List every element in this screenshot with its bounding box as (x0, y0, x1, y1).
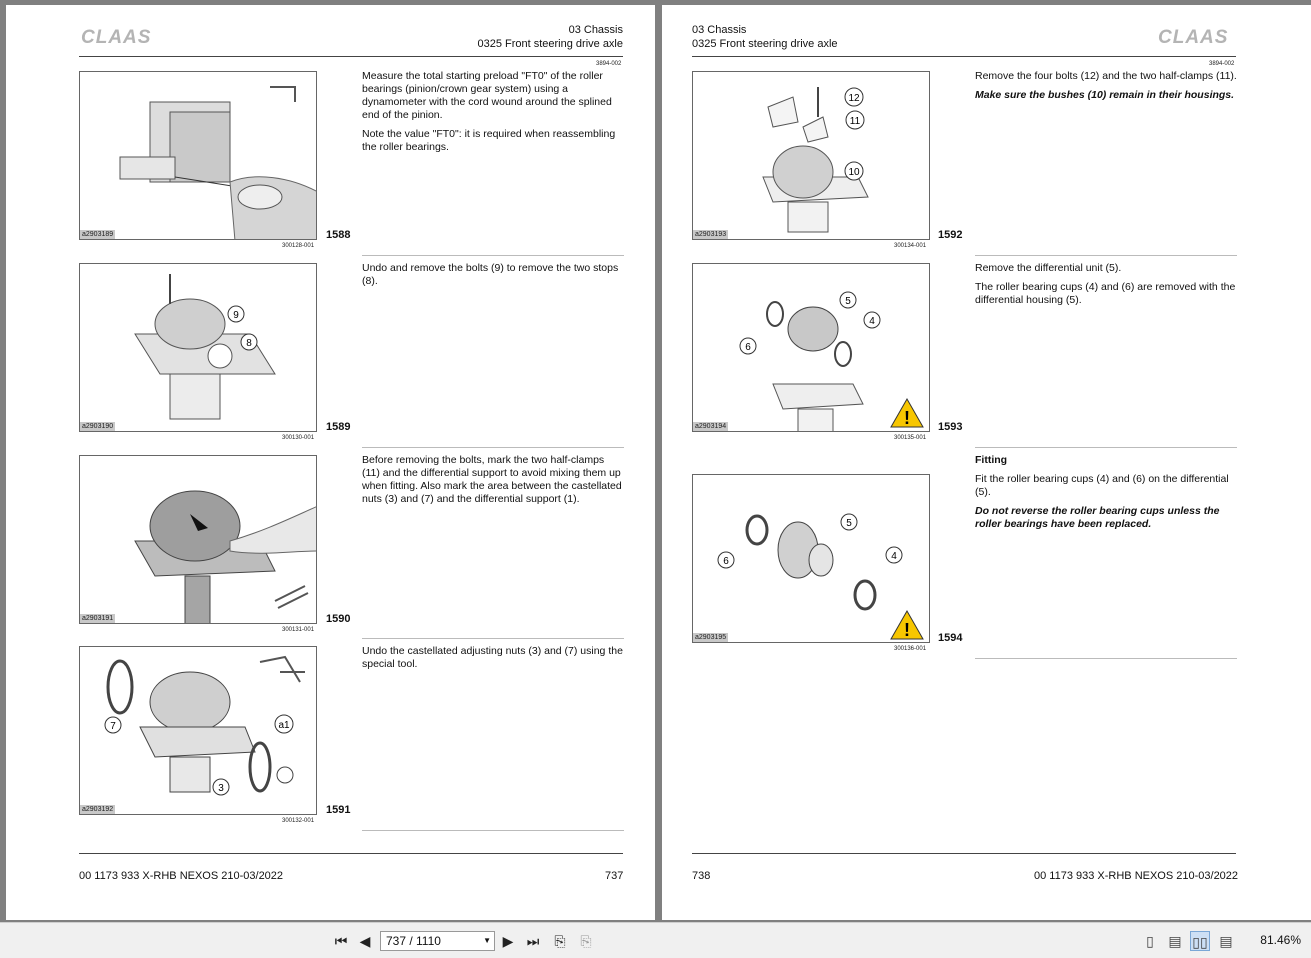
step-text-1594 (975, 454, 1237, 537)
figure-number: 1591 (326, 804, 351, 816)
figure-code: 300134-001 (894, 243, 927, 249)
header-chapter: 03 Chassis (692, 24, 747, 36)
header-rule (692, 56, 1236, 57)
header-rule (79, 56, 623, 57)
step-paragraph: Measure the total starting preload "FT0" of the roller bearings (pinion/crown gear system) using a dynamometer with the cord wound around the splined end of the pinion. (362, 70, 612, 121)
step-warning: Do not reverse the roller bearing cups unless the roller bearings have been replaced. (975, 505, 1220, 530)
svg-text:!: ! (904, 408, 910, 428)
doc-ref: 3894-002 (596, 61, 622, 67)
step-paragraph: Note the value "FT0": it is required when reassembling the roller bearings. (362, 128, 616, 153)
section-title: Fitting (975, 454, 1008, 466)
step-paragraph: Fit the roller bearing cups (4) and (6) on the differential (5). (975, 473, 1229, 498)
previous-page-icon: ◀ (359, 933, 371, 949)
figure-1590-illustration (80, 456, 317, 624)
step-text-1593 (975, 262, 1237, 313)
step-paragraph: Remove the differential unit (5). (975, 262, 1122, 274)
callout-4: 4 (891, 551, 897, 562)
viewer-toolbar (0, 922, 1311, 958)
figure-id: a2903195 (695, 634, 727, 641)
page-number-select[interactable] (380, 931, 495, 951)
first-page-icon: ⏮ (334, 933, 348, 949)
step-paragraph: The roller bearing cups (4) and (6) are removed with the differential housing (5). (975, 281, 1236, 306)
callout-6: 6 (723, 556, 729, 567)
step-text-1589 (362, 262, 624, 294)
figure-id: a2903194 (695, 423, 727, 430)
step-text-1588 (362, 70, 624, 160)
back-view-icon: ⎘ (554, 933, 566, 949)
figure-number: 1593 (938, 421, 963, 433)
step-separator (975, 255, 1237, 256)
figure-id: a2903191 (82, 615, 114, 622)
facing-pages-icon: ▯▯ (1192, 934, 1208, 950)
step-separator (975, 658, 1237, 659)
figure-code: 300131-001 (282, 627, 315, 633)
step-paragraph: Undo and remove the bolts (9) to remove the two stops (8). (362, 262, 619, 287)
figure-id: a2903189 (82, 231, 114, 238)
callout-5: 5 (845, 296, 851, 307)
step-paragraph: Remove the four bolts (12) and the two half-clamps (11). (975, 70, 1237, 82)
go-back-view-button[interactable] (550, 931, 570, 951)
figure-number: 1594 (938, 632, 963, 644)
svg-text:!: ! (904, 620, 910, 640)
page-header (692, 23, 838, 51)
callouts-1592 (842, 87, 872, 187)
step-separator (362, 638, 624, 639)
figure-1589-illustration (80, 264, 317, 432)
callout-8: 8 (246, 338, 252, 349)
claas-logo: CLAAS (81, 27, 152, 48)
first-page-button[interactable] (331, 931, 351, 951)
page-737 (6, 5, 655, 920)
figure-number: 1590 (326, 613, 351, 625)
callouts-1594 (717, 513, 907, 573)
zoom-level[interactable]: 81.46% (1260, 933, 1301, 947)
callout-5: 5 (846, 518, 852, 529)
figure-1592 (692, 71, 930, 240)
single-page-view-button[interactable] (1140, 931, 1160, 951)
go-forward-view-button[interactable] (576, 931, 596, 951)
header-section: 0325 Front steering drive axle (692, 38, 838, 50)
last-page-icon: ⏭ (526, 933, 540, 949)
page-indicator: 737 / 1110 (386, 934, 441, 948)
single-page-icon: ▯ (1146, 933, 1154, 949)
callout-11: 11 (849, 116, 861, 127)
callouts-1593 (738, 290, 888, 360)
header-section: 0325 Front steering drive axle (477, 38, 623, 50)
callouts-1591 (101, 713, 301, 803)
facing-view-button[interactable] (1190, 931, 1210, 951)
forward-view-icon: ⎘ (580, 933, 592, 949)
figure-1589 (79, 263, 317, 432)
callout-6: 6 (745, 342, 751, 353)
figure-number: 1592 (938, 229, 963, 241)
callout-10: 10 (848, 167, 860, 178)
step-separator (362, 830, 624, 831)
figure-id: a2903192 (82, 806, 114, 813)
figure-code: 300136-001 (894, 646, 927, 652)
next-page-icon: ▶ (502, 933, 514, 949)
next-page-button[interactable] (498, 931, 518, 951)
callout-4: 4 (869, 316, 875, 327)
step-warning: Make sure the bushes (10) remain in their housings. (975, 89, 1235, 101)
footer-rule (692, 853, 1236, 854)
step-text-1592 (975, 70, 1237, 108)
step-paragraph: Before removing the bolts, mark the two half-clamps (11) and the differential support to avoid mixing them up when fitting. Also mark the area between the castellated nuts (3) and (7) and the differential support (1). (362, 454, 622, 505)
footer-page-number: 737 (605, 870, 624, 882)
figure-1588 (79, 71, 317, 240)
last-page-button[interactable] (523, 931, 543, 951)
figure-number: 1589 (326, 421, 351, 433)
figure-code: 300130-001 (282, 435, 315, 441)
callout-12: 12 (848, 93, 860, 104)
footer-rule (79, 853, 623, 854)
callout-3: 3 (218, 783, 224, 794)
chevron-down-icon: ▼ (483, 936, 491, 945)
figure-number: 1588 (326, 229, 351, 241)
footer-docinfo: 00 1173 933 X-RHB NEXOS 210-03/2022 (79, 870, 284, 882)
page-738 (662, 5, 1311, 920)
step-separator (362, 447, 624, 448)
footer-page-number: 738 (692, 870, 711, 882)
continuous-icon: ▤ (1168, 933, 1182, 949)
continuous-facing-icon: ▤ (1219, 933, 1233, 949)
step-separator (362, 255, 624, 256)
previous-page-button[interactable] (355, 931, 375, 951)
step-paragraph: Undo the castellated adjusting nuts (3) and (7) using the special tool. (362, 645, 623, 670)
figure-id: a2903190 (82, 423, 114, 430)
figure-code: 300135-001 (894, 435, 927, 441)
continuous-facing-view-button[interactable] (1216, 931, 1236, 951)
figure-code: 300128-001 (282, 243, 315, 249)
figure-1592-illustration (693, 72, 930, 240)
doc-ref: 3894-002 (1209, 61, 1235, 67)
figure-id: a2903193 (695, 231, 727, 238)
callouts-1589 (226, 302, 266, 357)
step-text-1591 (362, 645, 624, 677)
step-text-1590 (362, 454, 624, 512)
page-header (406, 23, 623, 51)
figure-code: 300132-001 (282, 818, 315, 824)
claas-logo: CLAAS (1158, 27, 1229, 48)
footer-docinfo: 00 1173 933 X-RHB NEXOS 210-03/2022 (1034, 870, 1239, 882)
continuous-view-button[interactable] (1165, 931, 1185, 951)
callout-9: 9 (233, 310, 239, 321)
callout-7: 7 (110, 721, 116, 732)
figure-1590 (79, 455, 317, 624)
header-chapter: 03 Chassis (568, 24, 623, 36)
step-separator (975, 447, 1237, 448)
callout-a1: a1 (278, 720, 290, 731)
figure-1588-illustration (80, 72, 317, 240)
